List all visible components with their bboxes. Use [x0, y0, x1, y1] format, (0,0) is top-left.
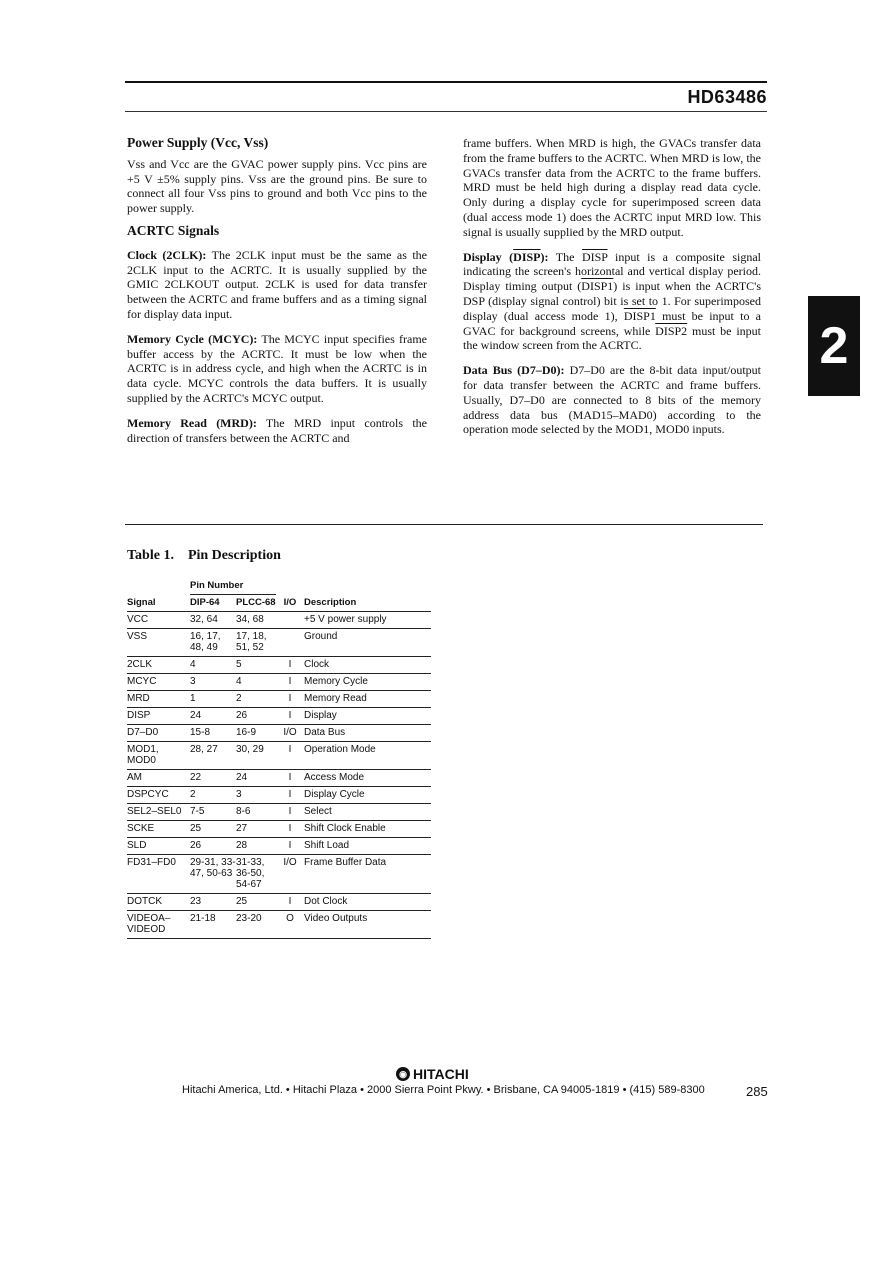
signal-cell: DSPCYC — [127, 787, 190, 804]
io-cell: I/O — [276, 855, 304, 894]
dip-cell: 4 — [190, 657, 236, 674]
description-cell: Ground — [304, 629, 431, 657]
signal-cell: 2CLK — [127, 657, 190, 674]
table-row — [127, 855, 431, 894]
acrtc-signals-heading: ACRTC Signals — [127, 222, 220, 238]
dip-cell: 7-5 — [190, 804, 236, 821]
plcc-cell: 2 — [236, 691, 276, 708]
dip-cell: 26 — [190, 838, 236, 855]
footer-address: Hitachi America, Ltd. • Hitachi Plaza • 2000 Sierra Point Pkwy. • Brisbane, CA 94005-1819 • (415) 589-8300 — [182, 1084, 705, 1096]
plcc-cell: 27 — [236, 821, 276, 838]
description-cell: Memory Cycle — [304, 674, 431, 691]
table-row — [127, 894, 431, 911]
brand-name: HITACHI — [413, 1066, 469, 1082]
description-cell: Shift Clock Enable — [304, 821, 431, 838]
dip-cell: 3 — [190, 674, 236, 691]
table-caption-label: Table 1. — [127, 548, 174, 563]
hitachi-logo-icon: ◉ — [396, 1067, 410, 1081]
data-bus-lead: Data Bus (D7–D0): — [463, 363, 565, 378]
page-number: 285 — [746, 1084, 768, 1099]
io-cell — [276, 629, 304, 657]
plcc-cell: 31-33, 36-50, 54-67 — [236, 855, 276, 894]
io-cell: I — [276, 821, 304, 838]
header-io: I/O — [283, 596, 297, 608]
description-cell: Dot Clock — [304, 894, 431, 911]
table-row — [127, 691, 431, 708]
plcc-cell: 3 — [236, 787, 276, 804]
description-cell: Operation Mode — [304, 742, 431, 770]
header-signal: Signal — [127, 596, 156, 608]
plcc-cell: 16-9 — [236, 725, 276, 742]
dip-cell: 25 — [190, 821, 236, 838]
table-row — [127, 787, 431, 804]
description-cell: Video Outputs — [304, 911, 431, 939]
header-rule-thin — [125, 111, 767, 112]
plcc-cell: 26 — [236, 708, 276, 725]
signal-cell: VCC — [127, 612, 190, 629]
io-cell: I — [276, 838, 304, 855]
table-row — [127, 708, 431, 725]
description-cell: Memory Read — [304, 691, 431, 708]
display-paragraph: Display (DISP): The DISP input is a composite signal indicating the screen's horizontal and vertical display period. Display timing output (DISP1) is input when the ACRTC's DSP (display signal control) bit is set to 1. For superimposed display (dual access mode 1), DISP1 must be input to a GVAC for background screens, while DISP2 must be input the window screen from the ACRTC. — [463, 249, 762, 353]
io-cell — [276, 612, 304, 629]
signal-cell: SCKE — [127, 821, 190, 838]
dip-cell: 1 — [190, 691, 236, 708]
table-row — [127, 770, 431, 787]
table-row — [127, 911, 431, 939]
table-caption — [127, 548, 281, 564]
dip-cell: 15-8 — [190, 725, 236, 742]
description-cell: Data Bus — [304, 725, 431, 742]
left-column — [127, 136, 427, 445]
data-bus-paragraph — [463, 363, 761, 437]
signal-cell: MRD — [127, 691, 190, 708]
hitachi-logo — [396, 1066, 469, 1082]
header-dip64: DIP-64 — [190, 597, 220, 608]
section-tab: 2 — [808, 296, 860, 396]
description-cell: Clock — [304, 657, 431, 674]
io-cell: I — [276, 804, 304, 821]
io-cell: I — [276, 894, 304, 911]
io-cell: I/O — [276, 725, 304, 742]
mrd-continued-text: frame buffers. When MRD is high, the GVACs transfer data from the frame buffers to the ACRTC. When MRD is low, the GVACs transfer data from the ACRTC to the frame buffers. MRD must be held high during a display read data cycle. Only during a display cycle for superimposed screen data (dual access mode 1) does the ACRTC input MRD low. This signal is usually supplied by the MRD output. — [463, 136, 761, 239]
dip-cell: 21-18 — [190, 911, 236, 939]
signal-cell: SEL2–SEL0 — [127, 804, 190, 821]
table-caption-title: Pin Description — [187, 548, 281, 563]
data-bus-text: D7–D0 are the 8-bit data input/output for data transfer between the ACRTC and frame buffers. Usually, D7–D0 are connected to 8 bits of the memory address data bus (MAD15–MAD0) according to the operation mode selected by the MOD1, MOD0 inputs. — [463, 363, 761, 437]
signal-cell: FD31–FD0 — [127, 855, 190, 894]
signal-cell: VIDEOA–VIDEOD — [127, 911, 190, 939]
table-row — [127, 612, 431, 629]
io-cell: I — [276, 708, 304, 725]
plcc-cell: 8-6 — [236, 804, 276, 821]
signal-cell: MCYC — [127, 674, 190, 691]
mcyc-paragraph — [127, 332, 427, 406]
dip-cell: 29-31, 33-47, 50-63 — [190, 855, 236, 894]
table-row — [127, 804, 431, 821]
clock-text: The 2CLK input must be the same as the 2CLK input to the ACRTC. It is usually supplied by the GMIC 2CLKOUT output. 2CLK is used for data transfer between the ACRTC and frame buffers and as a timing signal for display data input. — [127, 247, 427, 321]
mrd-text: The MRD input controls the direction of transfers between the ACRTC and — [127, 415, 427, 445]
plcc-cell: 30, 29 — [236, 742, 276, 770]
description-cell: +5 V power supply — [304, 612, 431, 629]
table-row — [127, 674, 431, 691]
pin-rows — [127, 612, 431, 939]
clock-paragraph — [127, 248, 427, 322]
description-cell: Access Mode — [304, 770, 431, 787]
header-description: Description — [304, 596, 357, 608]
description-cell: Select — [304, 804, 431, 821]
io-cell: I — [276, 742, 304, 770]
signal-cell: VSS — [127, 629, 190, 657]
plcc-cell: 23-20 — [236, 911, 276, 939]
clock-lead: Clock (2CLK): — [127, 247, 207, 262]
header-rule — [125, 81, 767, 83]
header-plcc68: PLCC-68 — [236, 597, 276, 608]
table-row — [127, 821, 431, 838]
plcc-cell: 4 — [236, 674, 276, 691]
plcc-cell: 25 — [236, 894, 276, 911]
dip-cell: 28, 27 — [190, 742, 236, 770]
dip-cell: 23 — [190, 894, 236, 911]
power-supply-heading: Power Supply (Vcc, Vss) — [127, 135, 269, 150]
signal-cell: DISP — [127, 708, 190, 725]
dip-cell: 2 — [190, 787, 236, 804]
signal-cell: DOTCK — [127, 894, 190, 911]
plcc-cell: 24 — [236, 770, 276, 787]
table-row — [127, 657, 431, 674]
dip-cell: 16, 17, 48, 49 — [190, 629, 236, 657]
section-divider — [125, 524, 763, 525]
description-cell: Shift Load — [304, 838, 431, 855]
dip-cell: 22 — [190, 770, 236, 787]
signal-cell: AM — [127, 770, 190, 787]
power-supply-text: Vss and Vcc are the GVAC power supply pins. Vcc pins are +5 V ±5% supply pins. Vss are the ground pins. Be sure to connect all four Vss pins to ground and both Vcc pins to the power supply. — [127, 156, 427, 216]
plcc-cell: 28 — [236, 838, 276, 855]
signal-cell: D7–D0 — [127, 725, 190, 742]
plcc-cell: 34, 68 — [236, 612, 276, 629]
mrd-lead: Memory Read (MRD): — [127, 415, 257, 430]
table-row — [127, 742, 431, 770]
pin-number-header: Pin Number — [190, 578, 276, 595]
plcc-cell: 5 — [236, 657, 276, 674]
io-cell: I — [276, 787, 304, 804]
table-row — [127, 838, 431, 855]
description-cell: Display — [304, 708, 431, 725]
signal-cell: SLD — [127, 838, 190, 855]
mcyc-lead: Memory Cycle (MCYC): — [127, 331, 258, 346]
io-cell: I — [276, 657, 304, 674]
io-cell: I — [276, 691, 304, 708]
table-row — [127, 725, 431, 742]
description-cell: Display Cycle — [304, 787, 431, 804]
plcc-cell: 17, 18, 51, 52 — [236, 629, 276, 657]
part-number: HD63486 — [687, 87, 767, 107]
right-column — [463, 136, 761, 437]
signal-cell: MOD1, MOD0 — [127, 742, 190, 770]
mrd-paragraph — [127, 416, 427, 446]
pin-description-table — [127, 578, 431, 939]
table-row — [127, 629, 431, 657]
dip-cell: 24 — [190, 708, 236, 725]
mcyc-text: The MCYC input specifies frame buffer access by the ACRTC. It must be low when the ACRTC is in address cycle, and high when the ACRTC is in data cycle. MCYC controls the data buffers. It is usually supplied by the ACRTC's MCYC output. — [127, 331, 427, 405]
description-cell: Frame Buffer Data — [304, 855, 431, 894]
display-lead: Display (DISP): — [463, 249, 549, 264]
dip-cell: 32, 64 — [190, 612, 236, 629]
io-cell: I — [276, 674, 304, 691]
io-cell: O — [276, 911, 304, 939]
io-cell: I — [276, 770, 304, 787]
